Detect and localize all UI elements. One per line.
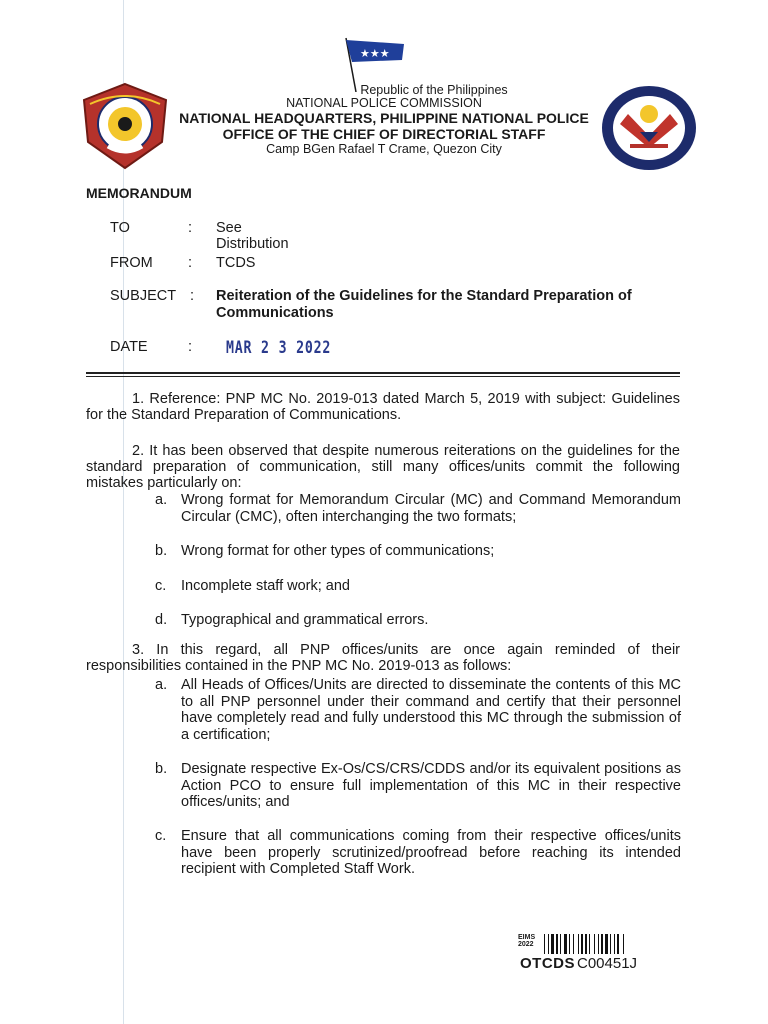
from-label: FROM <box>110 255 153 271</box>
napolcom-heading: NATIONAL POLICE COMMISSION <box>286 96 482 110</box>
date-colon: : <box>188 339 193 355</box>
subject-value: Reiteration of the Guidelines for the Standard Preparation of Communications <box>216 288 632 321</box>
list-item-text: Typographical and grammatical errors. <box>181 612 429 628</box>
list-item-marker: b. <box>155 543 168 559</box>
date-stamp: MAR 2 3 2022 <box>226 338 332 358</box>
control-number: C00451J <box>577 955 638 972</box>
address-heading: Camp BGen Rafael T Crame, Quezon City <box>266 142 502 156</box>
list-item-marker: a. <box>155 677 168 693</box>
paragraph-3-number: 3. <box>132 642 145 658</box>
to-label: TO <box>110 220 130 236</box>
list-item-marker: d. <box>155 612 168 628</box>
list-item-marker: c. <box>155 578 167 594</box>
list-item-text: Ensure that all communications coming from their respective offices/units have been properly scrutinized/proofread before reaching its intended recipient with Completed Staff Work. <box>181 828 681 877</box>
subject-colon: : <box>190 288 195 304</box>
barcode-icon <box>544 934 656 954</box>
barcode-header <box>518 934 535 948</box>
paragraph-3 <box>86 642 680 674</box>
office-code: OTCDS <box>520 955 575 972</box>
to-colon: : <box>188 220 193 236</box>
list-item-text: Wrong format for other types of communications; <box>181 543 495 559</box>
control-barcode <box>518 934 658 974</box>
subject-label: SUBJECT <box>110 288 177 304</box>
list-item-text: Wrong format for Memorandum Circular (MC) and Command Memorandum Circular (CMC), often interchanging the two formats; <box>181 492 681 525</box>
paragraph-2-number: 2. <box>132 443 145 459</box>
republic-heading: Republic of the Philippines <box>360 83 508 97</box>
header-divider-thin <box>86 376 680 377</box>
year-code: 2022 <box>518 941 534 948</box>
list-item-marker: c. <box>155 828 167 844</box>
office-heading: OFFICE OF THE CHIEF OF DIRECTORIAL STAFF <box>222 126 546 142</box>
to-value: See Distribution <box>216 220 289 252</box>
nhq-heading: NATIONAL HEADQUARTERS, PHILIPPINE NATIONAL POLICE <box>179 110 589 126</box>
paragraph-2 <box>86 443 680 491</box>
list-item-marker: b. <box>155 761 168 777</box>
paragraph-1-number: 1. <box>132 391 145 407</box>
paragraph-1 <box>86 391 680 423</box>
header-divider <box>86 372 680 374</box>
list-item-text: Incomplete staff work; and <box>181 578 350 594</box>
paragraph-3-text: In this regard, all PNP offices/units are once again reminded of their responsibilities contained in the PNP MC No. 2019-013 as follows: <box>86 642 681 674</box>
list-item-text: Designate respective Ex-Os/CS/CRS/CDDS and/or its equivalent positions as Action PCO to ensure full implementation of this MC in their respective offices/units; and <box>181 761 681 810</box>
from-value: TCDS <box>216 255 256 271</box>
list-item-marker: a. <box>155 492 168 508</box>
date-label: DATE <box>110 339 148 355</box>
from-colon: : <box>188 255 193 271</box>
list-item-text: All Heads of Offices/Units are directed to disseminate the contents of this MC to all PNP personnel under their command and certify that their personnel have completely read and fully understood this MC through the submission of a certification; <box>181 677 681 743</box>
flag-stars: ★★★ <box>360 47 390 60</box>
system-code: EIMS <box>518 934 536 941</box>
paragraph-2-text: It has been observed that despite numerous reiterations on the guidelines for the standard preparation of communication, still many offices/units commit the following mistakes particularly on: <box>86 443 681 491</box>
paragraph-1-text: Reference: PNP MC No. 2019-013 dated March 5, 2019 with subject: Guidelines for the Standard Preparation of Communications. <box>86 391 680 423</box>
memo-title: MEMORANDUM <box>86 185 192 201</box>
